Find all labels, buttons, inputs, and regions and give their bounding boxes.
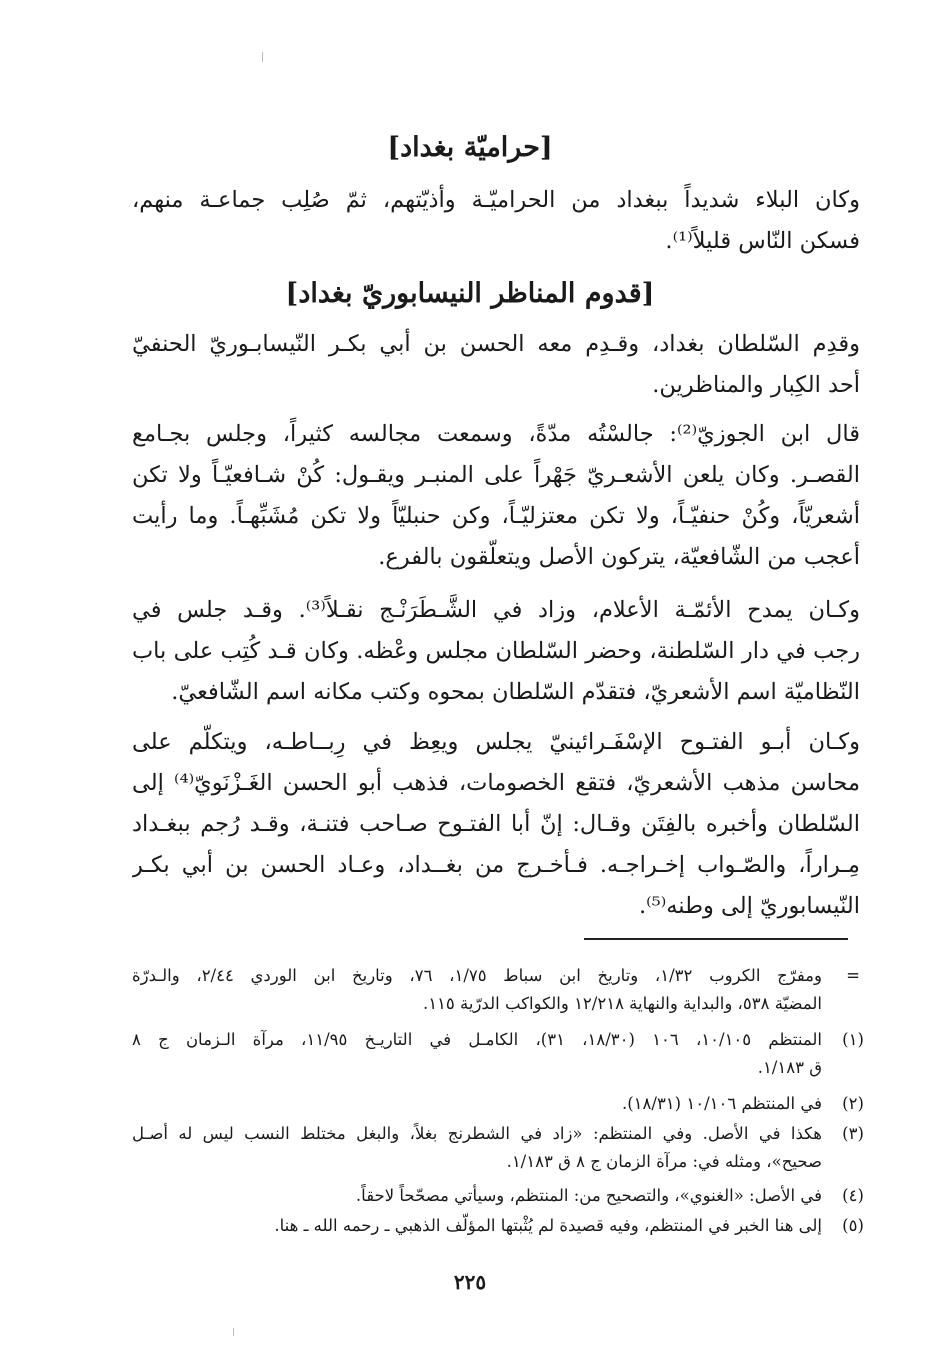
footnote-continuation [132,962,860,1018]
text-line: القصـر. وكان يلعن الأشعـريّ جَهْراً على المنبـر ويقـول: كُنْ شـافعيّـاً ولا تكن [132,462,860,488]
footnote-4 [132,1182,864,1210]
footnote-line: في المنتظم ١٠/١٠٦ (١٨/٣١). [621,1094,822,1113]
footnote-line: المنتظم ١٠/١٠٥، ١٠٦ (١٨/٣٠، ٣١)، الكامـل في التاريـخ ١١/٩٥، مرآة الـزمان ج ٨ [132,1030,822,1049]
footnote-line: صحيح»، ومثله في: مرآة الزمان ج ٨ ق ١/١٨٣. [506,1152,822,1171]
footnote-line: في الأصل: «الغنوي»، والتصحيح من: المنتظم، وسيأتي مصحّحاً لاحقاً. [355,1186,822,1205]
text-line: محاسن مذهب الأشعريّ، فتقع الخصومات، فذهب أبو الحسن الغَـزْنَويّ⁽⁴⁾ إلى [132,770,860,796]
footnote-2 [132,1090,864,1118]
footnote-3 [132,1120,864,1176]
footnote-line: ومفرّج الكروب ١/٣٢، وتاريخ ابن سباط ١/٧٥، ٧٦، وتاريخ ابن الوردي ٢/٤٤، والـدرّة [132,966,822,985]
paragraph-3 [132,414,860,578]
text-line: فسكن النّاس قليلاً⁽¹⁾. [665,228,860,254]
paragraph-5 [132,722,860,927]
footnote-line: هكذا في الأصل. وفي المنتظم: «زاد في الشطرنج بغلاً، والبغل مختلط النسب ليس له أصـل [132,1124,822,1143]
section-heading-2: [قدوم المناظر النيسابوريّ بغداد] [285,278,655,309]
footnote-marker: (٥) [842,1216,864,1235]
footnote-5 [132,1212,864,1240]
paragraph-1 [132,180,860,262]
text-line: رجب في دار السّلطنة، وحضر السّلطان مجلس وعْظه. وكان قـد كُتِب على باب [132,638,860,664]
text-line: مِـراراً، والصّـواب إخـراجـه. فـأخـرج من بغــداد، وعـاد الحسن بن أبي بكـر [132,852,860,878]
scan-speck [233,1328,234,1336]
paragraph-2 [132,324,860,406]
text-line: قال ابن الجوزيّ⁽²⁾: جالسْتُه مدّةً، وسمعت مجالسه كثيراً، وجلس بجـامع [132,421,860,447]
footnote-1 [132,1026,864,1082]
paragraph-4 [132,590,860,713]
section-heading-1: [حراميّة بغداد] [387,132,553,163]
footnote-line: ق ١/١٨٣. [757,1058,822,1077]
text-line: وكان البلاء شديداً ببغداد من الحراميّـة وأذيّتهم، ثمّ صُلِب جماعـة منهم، [132,187,860,213]
text-line: النّيسابوريّ إلى وطنه⁽⁵⁾. [638,893,860,919]
footnote-line: المضيّة ٥٣٨، والبداية والنهاية ١٢/٢١٨ والكواكب الدرّية ١١٥. [422,994,822,1013]
footnote-separator [584,938,848,940]
text-line: أعجب من الشّافعيّة، يتركون الأصل ويتعلّقون بالفرع. [378,544,860,570]
text-line: النّظاميّة اسم الأشعريّ، فتقدّم السّلطان بمحوه وكتب مكانه اسم الشّافعيّ. [171,679,860,705]
scan-speck [262,52,263,62]
footnote-marker: (٢) [842,1094,864,1113]
text-line: وقدِم السّلطان بغداد، وقـدِم معه الحسن بن أبي بكـر النّيسابـوريّ الحنفيّ [132,331,860,357]
text-line: وكـان يمدح الأئمّـة الأعلام، وزاد في الشَّـطَرَنْـج نقـلاً⁽³⁾. وقـد جلس في [132,597,860,623]
footnote-line: إلى هنا الخبر في المنتظم، وفيه قصيدة لم يُثْبتها المؤلّف الذهبي ـ رحمه الله ـ هنا. [274,1216,822,1235]
footnote-marker: = [846,966,860,985]
footnote-marker: (١) [842,1030,864,1049]
text-line: أشعريّاً، وكُنْ حنفيّـاً، ولا تكن معتزليّـاً، وكن حنبليّاً ولا تكن مُشَبِّهـاً. وما رأيت [132,503,860,529]
page-number: ٢٢٥ [453,1270,487,1294]
text-line: أحد الكِبار والمناظرين. [652,372,860,398]
text-line: السّلطان وأخبره بالفِتَن وقـال: إنّ أبا الفتـوح صـاحب فتنـة، وقـد رُجم ببغـداد [132,811,860,837]
text-line: وكـان أبـو الفتـوح الإسْفَـرائينيّ يجلس ويعِظ في رِبــاطـه، ويتكلّم على [132,729,860,755]
footnote-marker: (٣) [842,1124,864,1143]
footnote-marker: (٤) [842,1186,864,1205]
